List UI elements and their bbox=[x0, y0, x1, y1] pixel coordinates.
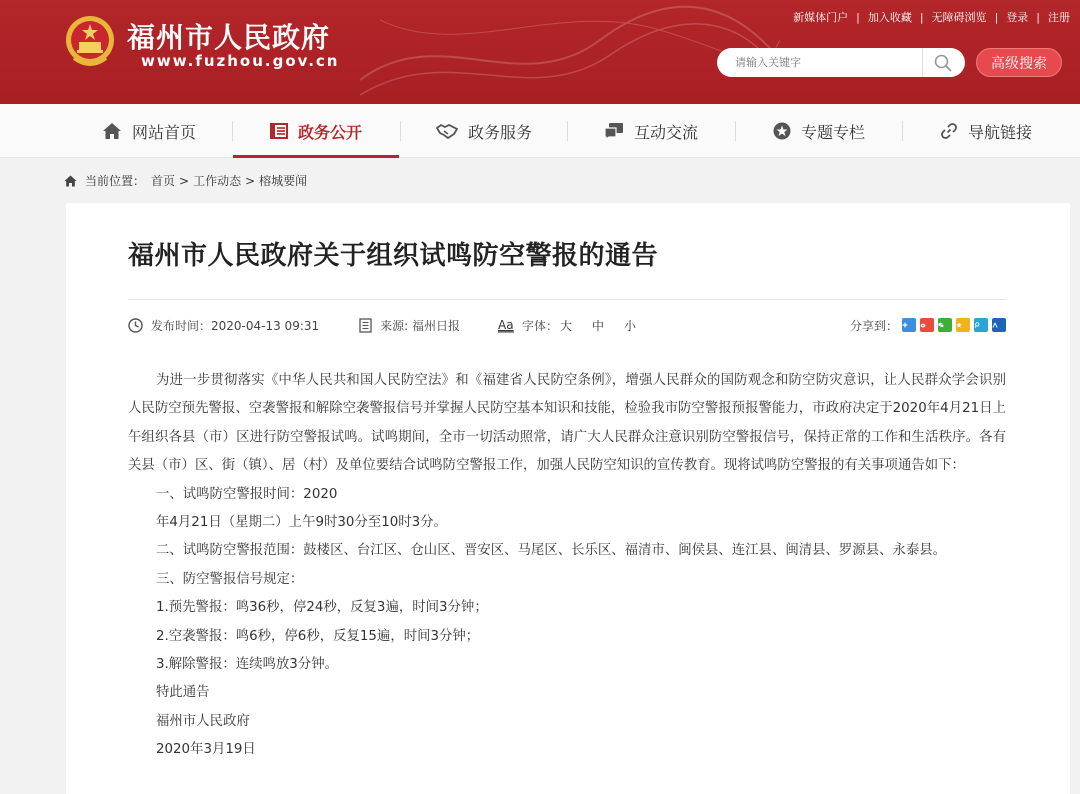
search-input[interactable] bbox=[717, 48, 922, 77]
separator: | bbox=[856, 10, 860, 24]
nav-item-label: 政务公开 bbox=[297, 122, 362, 142]
weibo-icon[interactable] bbox=[920, 318, 934, 332]
plus-share-icon[interactable] bbox=[902, 318, 916, 332]
link-add-favorite[interactable]: 加入收藏 bbox=[867, 11, 912, 24]
article-content bbox=[128, 367, 1006, 765]
article-card bbox=[66, 203, 1070, 794]
renren-icon[interactable] bbox=[992, 318, 1006, 332]
font-size-icon bbox=[498, 318, 514, 333]
advanced-search-button[interactable]: 高级搜索 bbox=[976, 48, 1062, 77]
article-line: 年4月21日（星期二）上午9时30分至10时3分。 bbox=[156, 515, 447, 531]
breadcrumb-home[interactable]: 首页 bbox=[151, 174, 176, 188]
nav-item-links[interactable] bbox=[903, 104, 1069, 158]
article-source bbox=[359, 317, 460, 334]
nav-item-label: 专题专栏 bbox=[800, 122, 865, 142]
nav-item-government-affairs[interactable] bbox=[233, 104, 399, 158]
nav-item-label: 政务服务 bbox=[467, 122, 532, 142]
link-accessibility[interactable]: 无障碍浏览 bbox=[931, 11, 987, 24]
nav-item-special-topics[interactable] bbox=[736, 104, 902, 158]
article-line: 三、防空警报信号规定： bbox=[156, 571, 304, 587]
home-icon bbox=[102, 122, 122, 140]
share-label: 分享到： bbox=[849, 318, 898, 333]
divider bbox=[128, 299, 1006, 300]
article-line: 二、试鸣防空警报范围：鼓楼区、台江区、仓山区、晋安区、马尾区、长乐区、福清市、闽侯县、连江县、闽清县、罗源县、永泰县。 bbox=[156, 543, 947, 559]
nav-item-label: 互动交流 bbox=[633, 122, 698, 142]
source-text: 来源: 福州日报 bbox=[380, 318, 460, 333]
document-icon bbox=[270, 123, 288, 139]
document-icon bbox=[359, 318, 372, 333]
breadcrumb-separator: > bbox=[245, 173, 256, 188]
search-box bbox=[717, 48, 965, 77]
font-size-large[interactable]: 大 bbox=[560, 318, 573, 333]
article-line: 福州市人民政府 bbox=[156, 713, 250, 729]
handshake-icon bbox=[436, 123, 458, 139]
article-line: 一、试鸣防空警报时间：2020 bbox=[156, 486, 338, 502]
nav-item-interaction[interactable] bbox=[568, 104, 734, 158]
link-login[interactable]: 登录 bbox=[1006, 11, 1029, 24]
wechat-icon[interactable] bbox=[938, 318, 952, 332]
breadcrumb bbox=[64, 172, 307, 189]
article-line: 1.预先警报：鸣36秒，停24秒，反复3遍，时间3分钟； bbox=[156, 600, 488, 616]
article-meta bbox=[128, 316, 1006, 334]
publish-time-text: 发布时间：2020-04-13 09:31 bbox=[151, 318, 320, 333]
breadcrumb-prefix: 当前位置： bbox=[85, 174, 146, 188]
breadcrumb-work-news[interactable]: 工作动态 bbox=[193, 174, 242, 188]
font-size-small[interactable]: 小 bbox=[624, 318, 637, 333]
separator: | bbox=[994, 10, 999, 24]
link-new-media[interactable]: 新媒体门户 bbox=[793, 11, 849, 24]
home-icon bbox=[64, 175, 77, 187]
nav-item-home[interactable] bbox=[66, 104, 232, 158]
article-line: 3.解除警报：连续鸣放3分钟。 bbox=[156, 657, 338, 673]
main-nav bbox=[0, 104, 1080, 158]
site-title[interactable]: 福州市人民政府 bbox=[127, 21, 331, 54]
top-links bbox=[793, 9, 1070, 25]
breadcrumb-separator: > bbox=[179, 173, 190, 188]
font-size-label: 字体： bbox=[522, 318, 559, 333]
tencent-weibo-icon[interactable] bbox=[974, 318, 988, 332]
national-emblem-icon bbox=[64, 14, 116, 70]
search-icon bbox=[934, 54, 952, 72]
site-header bbox=[0, 0, 1080, 104]
svg-text:Aa: Aa bbox=[498, 317, 514, 332]
link-icon bbox=[940, 122, 958, 140]
separator: | bbox=[919, 10, 924, 24]
qzone-icon[interactable] bbox=[956, 318, 970, 332]
nav-item-label: 网站首页 bbox=[131, 122, 196, 142]
article-paragraph: 为进一步贯彻落实《中华人民共和国人民防空法》和《福建省人民防空条例》，增强人民群众的国防观念和防空防灾意识，让人民群众学会识别人民防空预先警报、空袭警报和解除空袭警报信号并掌握人民防空基本知识和技能，检验我市防空警报预报警能力，市政府决定于2020年4月21日上午组织各县（市）区进行防空警报试鸣。试鸣期间，全市一切活动照常，请广大人民群众注意识别防空警报信号，保持正常的工作和生活秩序。各有关县（市）区、街（镇）、居（村）及单位要结合试鸣防空警报工作，加强人民防空知识的宣传教育。现将试鸣防空警报的有关事项通告如下： bbox=[128, 373, 1006, 474]
article-line: 2.空袭警报：鸣6秒，停6秒，反复15遍，时间3分钟； bbox=[156, 628, 480, 644]
share-bar bbox=[850, 317, 1006, 334]
article-title: 福州市人民政府关于组织试鸣防空警报的通告 bbox=[128, 241, 659, 271]
publish-time bbox=[128, 317, 319, 334]
nav-item-label: 导航链接 bbox=[967, 122, 1032, 142]
separator: | bbox=[1036, 10, 1040, 24]
search-button[interactable] bbox=[922, 48, 962, 77]
link-register[interactable]: 注册 bbox=[1048, 11, 1070, 24]
clock-icon bbox=[128, 318, 143, 333]
article-line: 2020年3月19日 bbox=[156, 742, 256, 758]
site-url: www.fuzhou.gov.cn bbox=[141, 52, 340, 70]
breadcrumb-city-news[interactable]: 榕城要闻 bbox=[259, 174, 308, 188]
nav-item-gov-services[interactable] bbox=[401, 104, 567, 158]
font-size-control bbox=[498, 317, 636, 334]
chat-icon bbox=[604, 122, 624, 140]
article-line: 特此通告 bbox=[156, 685, 210, 701]
font-size-medium[interactable]: 中 bbox=[592, 318, 605, 333]
star-icon bbox=[773, 122, 791, 140]
